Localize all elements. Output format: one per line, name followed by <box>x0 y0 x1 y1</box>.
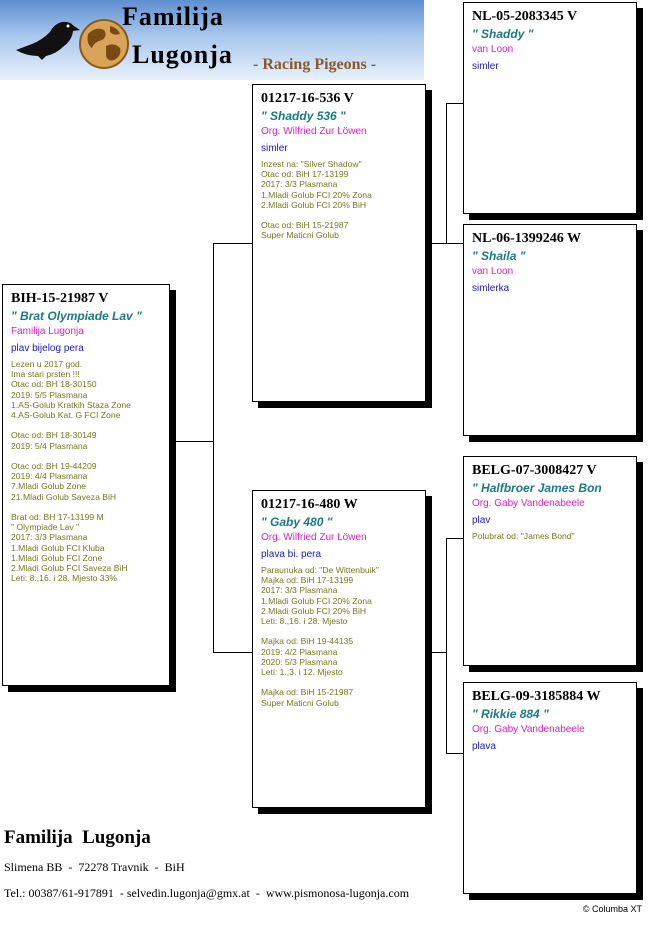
pigeon-color: plava bi. pera <box>261 549 322 560</box>
breeder: Org. Gaby Vandenabeele <box>472 724 585 735</box>
connector-father-vertical <box>446 103 447 244</box>
pigeon-name: " Shaddy 536 " <box>261 109 346 123</box>
connector-to-ff <box>446 103 463 104</box>
pedigree-card-father <box>252 84 426 402</box>
ring-number: BIH-15-21987 V <box>11 291 109 306</box>
pigeon-color: plav <box>472 515 491 526</box>
connector-mother-stem <box>426 652 446 653</box>
connector-to-father <box>213 243 252 244</box>
pigeon-name: " Halfbroer James Bon <box>472 481 602 495</box>
header-banner <box>0 0 424 80</box>
ring-number: BELG-07-3008427 V <box>472 463 597 478</box>
breeder: van Loon <box>472 266 514 277</box>
pigeon-color: plava <box>472 741 496 752</box>
pigeon-name: " Rikkie 884 " <box>472 707 549 721</box>
ring-number: 01217-16-536 V <box>261 91 354 106</box>
header-title-line2: Lugonja <box>132 40 233 69</box>
pedigree-card-mother-father <box>463 456 637 666</box>
pedigree-card-father-mother <box>463 224 637 436</box>
ring-number: NL-05-2083345 V <box>472 9 578 24</box>
pigeon-name: " Shaddy " <box>472 27 534 41</box>
pigeon-logo-icon <box>12 10 82 70</box>
connector-mother-vertical <box>446 538 447 753</box>
pigeon-notes: Polubrat od: "James Bond" <box>472 531 575 541</box>
connector-to-mm <box>446 753 463 754</box>
header-subtitle: - Racing Pigeons - <box>253 56 377 73</box>
breeder: Familija Lugonja <box>11 326 84 337</box>
copyright-notice: © Columba XT <box>582 904 642 914</box>
pigeon-name: " Shaila " <box>472 249 526 263</box>
ring-number: BELG-09-3185884 W <box>472 689 601 704</box>
pigeon-color: simler <box>472 61 499 72</box>
breeder: Org. Wilfried Zur Löwen <box>261 532 367 543</box>
pedigree-card-mother <box>252 490 426 808</box>
footer-address: Slimena BB - 72278 Travnik - BiH <box>4 860 185 874</box>
pigeon-color: simlerka <box>472 283 510 294</box>
header-title-line1: Familija <box>122 2 224 31</box>
pedigree-card-mother-mother <box>463 682 637 894</box>
pigeon-color: plav bijelog pera <box>11 343 84 354</box>
pigeon-notes: Paraunuka od: "De Wittenbuik" Majka od: BiH 17-13199 2017: 3/3 Plasmana 1.Mladi Golub FCI 20% Zona 2.Mladi Golub FCI 20% BiH Leti: 8.,16. i 28. Mjesto Majka od: BiH 19-44135 2019: 4/2 Plasmana 2020: 5/3 Plasmana Leti: 1.,3. i 12. Mjesto Majka od: BiH 15-21987 Super Maticni Golub <box>261 565 379 708</box>
pigeon-notes: Inzest na: "Silver Shadow" Otac od: BiH 17-13199 2017: 3/3 Plasmana 1.Mladi Golub FCI 20% Zona 2.Mladi Golub FCI 20% BiH Otac od: BiH 15-21987 Super Maticni Golub <box>261 159 372 241</box>
footer-loft-name: Familija Lugonja <box>4 827 151 848</box>
breeder: van Loon <box>472 44 514 55</box>
connector-father-stem <box>426 243 446 244</box>
breeder: Org. Gaby Vandenabeele <box>472 498 585 509</box>
pigeon-name: " Brat Olympiade Lav " <box>11 309 142 323</box>
pedigree-card-father-father <box>463 2 637 214</box>
connector-to-mother <box>213 652 252 653</box>
pigeon-notes: Lezen u 2017 god. Ima stari prsten !!! Otac od: BH 18-30150 2019: 5/5 Plasmana 1.AS-Golub Kratkih Staza Zone 4.AS-Golub Kat. G FCI Zone Otac od: BH 18-30149 2019: 5/4 Plasmana Otac od: BH 19-44209 2019: 4/4 Plasmana 7.Mladi Golub Zone 21.Mladi Golub Saveza BiH Brat od: BH 17-13199 M " Olympiade Lav " 2017: 3/3 Plasmana 1.Mladi Golub FCI Kluba 1.Mladi Golub FCI Zone 2.Mladi Golub FCI Saveza BiH Leti: 8.,16. i 28. Mjesto 33% <box>11 359 131 584</box>
footer-contact: Tel.: 00387/61-917891 - selvedin.lugonja@gmx.at - www.pismonosa-lugonja.com <box>4 886 410 900</box>
connector-to-mf <box>446 538 463 539</box>
pigeon-color: simler <box>261 143 288 154</box>
pigeon-name: " Gaby 480 " <box>261 515 333 529</box>
connector-to-fm <box>446 243 463 244</box>
connector-main-vertical <box>213 243 214 652</box>
ring-number: NL-06-1399246 W <box>472 231 582 246</box>
connector-main-stem <box>170 441 213 442</box>
ring-number: 01217-16-480 W <box>261 497 358 512</box>
pedigree-card-main <box>2 284 170 686</box>
breeder: Org. Wilfried Zur Löwen <box>261 126 367 137</box>
